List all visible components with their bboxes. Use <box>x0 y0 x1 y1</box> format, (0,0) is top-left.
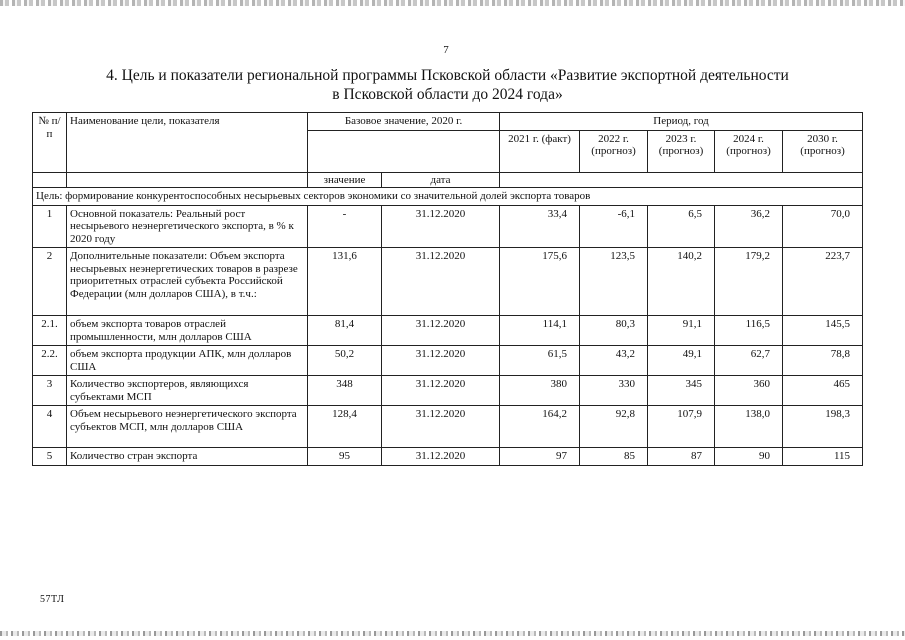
header-base-spacer <box>308 130 500 172</box>
page-number: 7 <box>443 44 449 56</box>
row-value-2024: 179,2 <box>715 248 783 316</box>
table-row <box>33 316 863 346</box>
document-title <box>60 66 835 104</box>
row-value-2022: 43,2 <box>580 346 648 376</box>
row-value-2024: 116,5 <box>715 316 783 346</box>
row-value-2022: 85 <box>580 448 648 466</box>
indicators-table <box>32 112 863 466</box>
header-year-2030: 2030 г. (прогноз) <box>783 130 863 172</box>
row-value-2021: 114,1 <box>500 316 580 346</box>
row-name: Количество экспортеров, являющихся субъектами МСП <box>67 376 308 406</box>
goal-text: Цель: формирование конкурентоспособных несырьевых секторов экономики со значительной долей экспорта товаров <box>33 188 863 206</box>
row-value-2030: 198,3 <box>783 406 863 448</box>
table-row <box>33 406 863 448</box>
row-base-date: 31.12.2020 <box>382 346 500 376</box>
table-row <box>33 248 863 316</box>
row-value-2024: 62,7 <box>715 346 783 376</box>
row-value-2021: 33,4 <box>500 205 580 248</box>
row-value-2030: 223,7 <box>783 248 863 316</box>
row-base-value: 50,2 <box>308 346 382 376</box>
header-period: Период, год <box>500 113 863 131</box>
row-value-2024: 360 <box>715 376 783 406</box>
row-name: Объем несырьевого неэнергетического экспорта субъектов МСП, млн долларов США <box>67 406 308 448</box>
row-name: Основной показатель: Реальный рост несырьевого неэнергетического экспорта, в % к 2020 году <box>67 205 308 248</box>
table-row <box>33 376 863 406</box>
row-value-2023: 49,1 <box>648 346 715 376</box>
row-name: объем экспорта продукции АПК, млн долларов США <box>67 346 308 376</box>
row-value-2030: 70,0 <box>783 205 863 248</box>
header-year-2024: 2024 г. (прогноз) <box>715 130 783 172</box>
row-value-2021: 175,6 <box>500 248 580 316</box>
row-base-value: 131,6 <box>308 248 382 316</box>
title-line-2: в Псковской области до 2024 года» <box>332 86 563 103</box>
row-base-value: - <box>308 205 382 248</box>
row-value-2023: 107,9 <box>648 406 715 448</box>
row-num: 3 <box>33 376 67 406</box>
row-base-value: 128,4 <box>308 406 382 448</box>
row-value-2021: 164,2 <box>500 406 580 448</box>
header-year-2023: 2023 г. (прогноз) <box>648 130 715 172</box>
header-base: Базовое значение, 2020 г. <box>308 113 500 131</box>
row-num: 4 <box>33 406 67 448</box>
row-num: 5 <box>33 448 67 466</box>
row-base-date: 31.12.2020 <box>382 376 500 406</box>
row-value-2023: 140,2 <box>648 248 715 316</box>
row-base-value: 81,4 <box>308 316 382 346</box>
goal-row <box>33 188 863 206</box>
row-num: 2 <box>33 248 67 316</box>
row-base-date: 31.12.2020 <box>382 448 500 466</box>
row-value-2022: 330 <box>580 376 648 406</box>
table-row <box>33 205 863 248</box>
row-name: объем экспорта товаров отраслей промышленности, млн долларов США <box>67 316 308 346</box>
row-value-2023: 87 <box>648 448 715 466</box>
row-value-2030: 465 <box>783 376 863 406</box>
row-base-date: 31.12.2020 <box>382 205 500 248</box>
row-value-2021: 97 <box>500 448 580 466</box>
row-value-2024: 138,0 <box>715 406 783 448</box>
row-value-2023: 345 <box>648 376 715 406</box>
scan-edge-top <box>0 0 905 6</box>
row-value-2030: 78,8 <box>783 346 863 376</box>
header-row-subcols <box>33 172 863 188</box>
row-num: 2.2. <box>33 346 67 376</box>
row-value-2021: 380 <box>500 376 580 406</box>
header-name: Наименование цели, показателя <box>67 113 308 173</box>
row-base-value: 348 <box>308 376 382 406</box>
table-row <box>33 448 863 466</box>
row-name: Дополнительные показатели: Объем экспорта несырьевых неэнергетических товаров в разрезе приоритетных отраслей субъекта Российской Федерации (млн долларов США), в т.ч.: <box>67 248 308 316</box>
row-num: 1 <box>33 205 67 248</box>
table-row <box>33 346 863 376</box>
row-value-2030: 145,5 <box>783 316 863 346</box>
row-value-2024: 90 <box>715 448 783 466</box>
row-num: 2.1. <box>33 316 67 346</box>
row-value-2021: 61,5 <box>500 346 580 376</box>
row-value-2024: 36,2 <box>715 205 783 248</box>
footer-code: 57ТЛ <box>40 594 65 605</box>
header-num: № п/п <box>33 113 67 173</box>
row-value-2023: 6,5 <box>648 205 715 248</box>
row-value-2030: 115 <box>783 448 863 466</box>
row-value-2022: 92,8 <box>580 406 648 448</box>
header-row-1 <box>33 113 863 131</box>
row-base-date: 31.12.2020 <box>382 406 500 448</box>
row-value-2023: 91,1 <box>648 316 715 346</box>
scan-edge-bottom <box>0 631 905 636</box>
row-name: Количество стран экспорта <box>67 448 308 466</box>
header-date: дата <box>382 172 500 188</box>
header-value: значение <box>308 172 382 188</box>
header-year-2021: 2021 г. (факт) <box>500 130 580 172</box>
row-base-date: 31.12.2020 <box>382 248 500 316</box>
row-base-value: 95 <box>308 448 382 466</box>
header-year-2022: 2022 г. (прогноз) <box>580 130 648 172</box>
row-base-date: 31.12.2020 <box>382 316 500 346</box>
title-line-1: 4. Цель и показатели региональной программы Псковской области «Развитие экспортной деятельности <box>106 67 789 84</box>
row-value-2022: 123,5 <box>580 248 648 316</box>
row-value-2022: -6,1 <box>580 205 648 248</box>
row-value-2022: 80,3 <box>580 316 648 346</box>
